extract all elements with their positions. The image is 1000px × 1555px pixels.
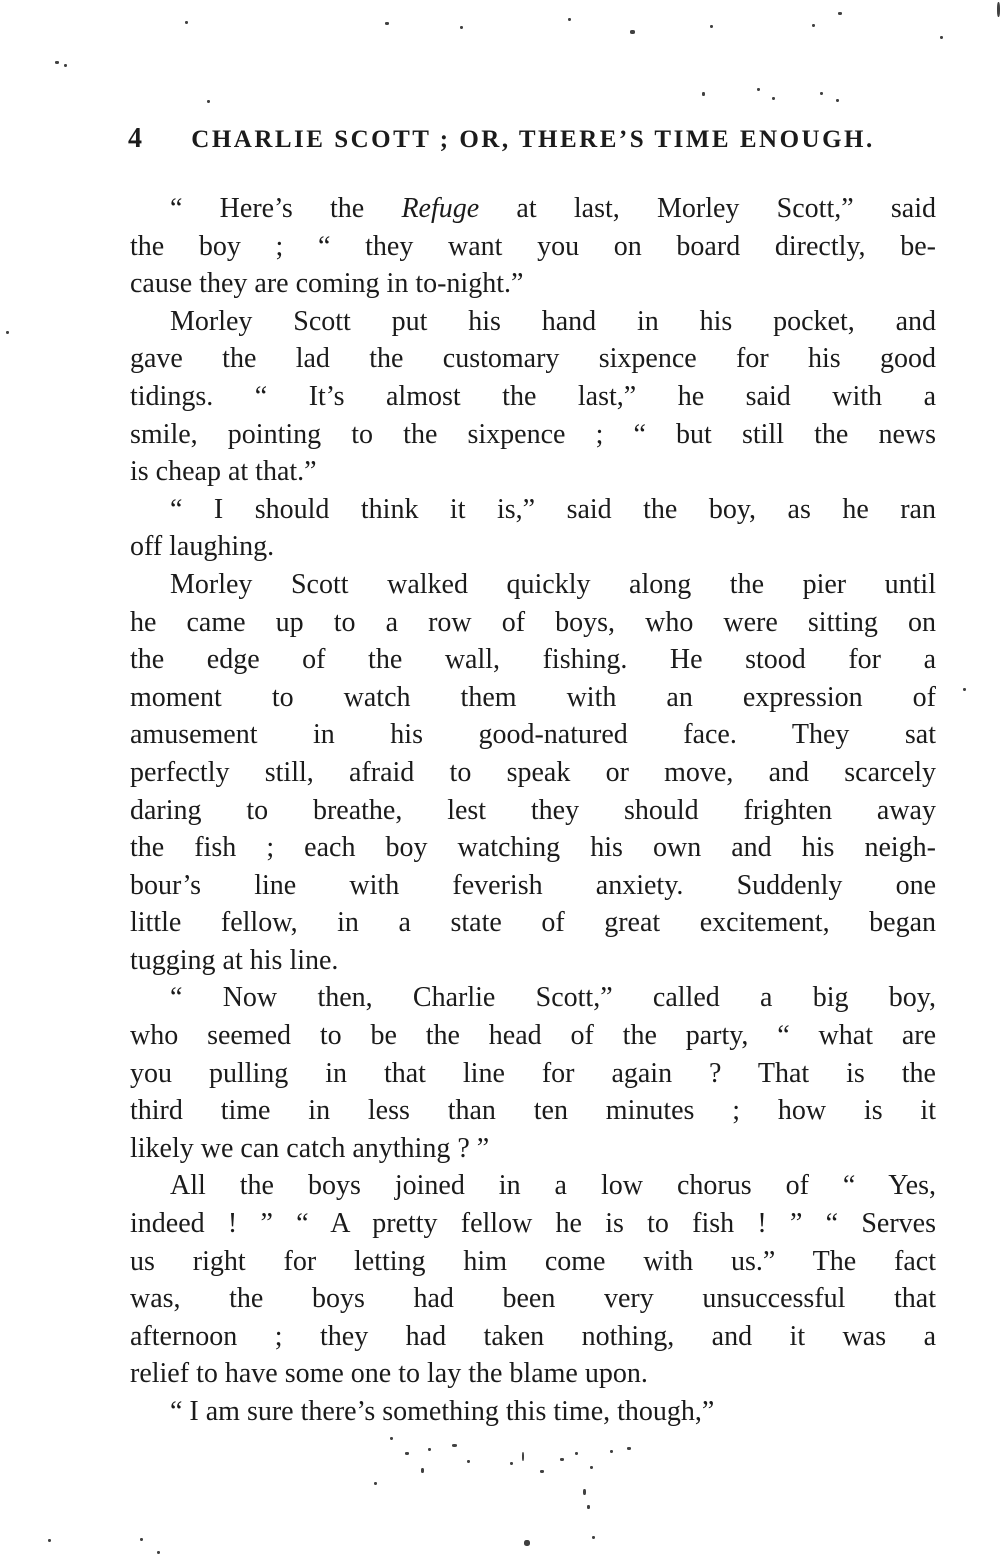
scan-speck bbox=[540, 1470, 544, 1473]
text-run: bour’s line with feverish anxiety. Suddenly one bbox=[130, 869, 936, 901]
scan-speck bbox=[64, 64, 67, 67]
scan-speck bbox=[772, 97, 775, 100]
page-number: 4 bbox=[128, 123, 142, 154]
text-line bbox=[130, 1055, 936, 1093]
text-line bbox=[130, 303, 936, 341]
text-line bbox=[130, 1017, 936, 1055]
text-run: gave the lad the customary sixpence for his good bbox=[130, 343, 936, 375]
text-line bbox=[130, 265, 936, 303]
scan-speck bbox=[55, 61, 59, 64]
text-run: third time in less than ten minutes ; how is it bbox=[130, 1095, 936, 1127]
text-line bbox=[130, 1092, 936, 1130]
text-line bbox=[130, 641, 936, 679]
text-run: “ I should think it is,” said the boy, as he ran bbox=[170, 493, 936, 525]
text-line bbox=[130, 979, 936, 1017]
text-run: smile, pointing to the sixpence ; “ but still the news bbox=[130, 418, 936, 450]
text-line bbox=[130, 1130, 936, 1168]
text-line bbox=[130, 340, 936, 378]
text-line bbox=[130, 1167, 936, 1205]
scan-speck bbox=[374, 1482, 377, 1485]
text-run: indeed ! ” “ A pretty fellow he is to fish ! ” “ Serves bbox=[130, 1208, 936, 1240]
text-line bbox=[130, 566, 936, 604]
scan-speck bbox=[568, 18, 571, 21]
scan-speck bbox=[560, 1458, 564, 1461]
scan-speck bbox=[405, 1452, 409, 1455]
scan-speck bbox=[812, 24, 815, 27]
page-header bbox=[0, 124, 1000, 156]
text-line bbox=[130, 1280, 936, 1318]
text-line bbox=[130, 604, 936, 642]
text-run: who seemed to be the head of the party, “ what are bbox=[130, 1020, 936, 1052]
text-column bbox=[130, 190, 936, 1431]
scan-speck bbox=[421, 1468, 424, 1473]
scan-speck bbox=[710, 25, 713, 28]
scan-speck bbox=[48, 1539, 51, 1542]
scan-speck bbox=[467, 1460, 470, 1463]
text-line bbox=[130, 716, 936, 754]
text-line bbox=[130, 416, 936, 454]
scan-speck bbox=[583, 1489, 586, 1495]
scan-speck bbox=[610, 1450, 613, 1453]
text-run: you pulling in that line for again ? That is the bbox=[130, 1057, 936, 1089]
scan-speck bbox=[452, 1444, 457, 1447]
scan-speck bbox=[627, 1447, 631, 1450]
text-line bbox=[130, 1243, 936, 1281]
scan-speck bbox=[702, 92, 705, 96]
text-run: at last, Morley Scott,” said bbox=[479, 193, 936, 224]
text-line bbox=[130, 228, 936, 266]
text-line bbox=[130, 378, 936, 416]
text-run: tugging at his line. bbox=[130, 944, 339, 976]
scan-speck bbox=[963, 688, 966, 691]
text-run: Morley Scott put his hand in his pocket, and bbox=[170, 305, 936, 337]
text-run: “ Here’s the bbox=[170, 193, 402, 224]
text-line bbox=[130, 829, 936, 867]
scan-speck bbox=[385, 22, 389, 25]
scan-speck bbox=[140, 1538, 143, 1541]
text-run: the fish ; each boy watching his own and his neigh- bbox=[130, 832, 936, 864]
text-line bbox=[130, 1318, 936, 1356]
text-line bbox=[130, 792, 936, 830]
text-run: perfectly still, afraid to speak or move, and scarcely bbox=[130, 756, 936, 788]
scan-speck bbox=[757, 88, 760, 91]
scan-speck bbox=[575, 1452, 578, 1455]
text-run: tidings. “ It’s almost the last,” he said with a bbox=[130, 380, 936, 412]
text-run: Morley Scott walked quickly along the pier until bbox=[170, 568, 936, 600]
text-line bbox=[130, 491, 936, 529]
text-run: “ Now then, Charlie Scott,” called a big boy, bbox=[170, 982, 936, 1014]
scan-speck bbox=[6, 331, 9, 334]
scan-speck bbox=[592, 1536, 595, 1539]
text-run: little fellow, in a state of great excitement, began bbox=[130, 907, 936, 939]
scan-speck bbox=[522, 1452, 524, 1461]
scan-speck bbox=[820, 92, 823, 95]
text-run: is cheap at that.” bbox=[130, 456, 317, 488]
text-run: off laughing. bbox=[130, 531, 275, 563]
scan-speck bbox=[185, 21, 188, 24]
scan-speck bbox=[590, 1466, 593, 1469]
scan-speck bbox=[838, 12, 842, 15]
text-line bbox=[130, 679, 936, 717]
text-run: us right for letting him come with us.” The fact bbox=[130, 1245, 936, 1277]
italic-text: Refuge bbox=[401, 193, 480, 224]
text-line bbox=[130, 1393, 936, 1431]
text-run: afternoon ; they had taken nothing, and it was a bbox=[130, 1320, 936, 1352]
text-line bbox=[130, 1355, 936, 1393]
text-run: moment to watch them with an expression of bbox=[130, 681, 936, 713]
scan-speck bbox=[587, 1505, 590, 1509]
scan-speck bbox=[630, 30, 635, 34]
scan-speck bbox=[157, 1551, 160, 1554]
text-line bbox=[130, 528, 936, 566]
scan-speck bbox=[460, 26, 463, 29]
text-run: All the boys joined in a low chorus of “ Yes, bbox=[170, 1170, 936, 1202]
text-run: relief to have some one to lay the blame upon. bbox=[130, 1358, 648, 1390]
text-line bbox=[130, 942, 936, 980]
scan-speck bbox=[524, 1540, 530, 1546]
scan-speck bbox=[836, 99, 839, 102]
scan-speck bbox=[428, 1448, 431, 1451]
text-line bbox=[130, 190, 936, 228]
text-line bbox=[130, 904, 936, 942]
text-run: “ I am sure there’s something this time, though,” bbox=[170, 1396, 715, 1427]
text-run: cause they are coming in to-night.” bbox=[130, 268, 524, 300]
scan-speck bbox=[940, 36, 943, 39]
text-line bbox=[130, 754, 936, 792]
running-title: CHARLIE SCOTT ; OR, THERE’S TIME ENOUGH. bbox=[191, 126, 875, 153]
scan-speck bbox=[390, 1437, 393, 1440]
scan-speck bbox=[510, 1462, 513, 1465]
text-line bbox=[130, 453, 936, 491]
text-run: daring to breathe, lest they should frighten away bbox=[130, 794, 936, 826]
scan-speck bbox=[207, 100, 210, 103]
text-run: he came up to a row of boys, who were sitting on bbox=[130, 606, 936, 638]
text-run: the edge of the wall, fishing. He stood for a bbox=[130, 644, 936, 676]
text-line bbox=[130, 1205, 936, 1243]
text-run: amusement in his good-natured face. They sat bbox=[130, 719, 936, 751]
text-run: likely we can catch anything ? ” bbox=[130, 1132, 490, 1164]
text-line bbox=[130, 867, 936, 905]
text-run: the boy ; “ they want you on board directly, be- bbox=[130, 230, 936, 262]
text-run: was, the boys had been very unsuccessful that bbox=[130, 1283, 936, 1315]
